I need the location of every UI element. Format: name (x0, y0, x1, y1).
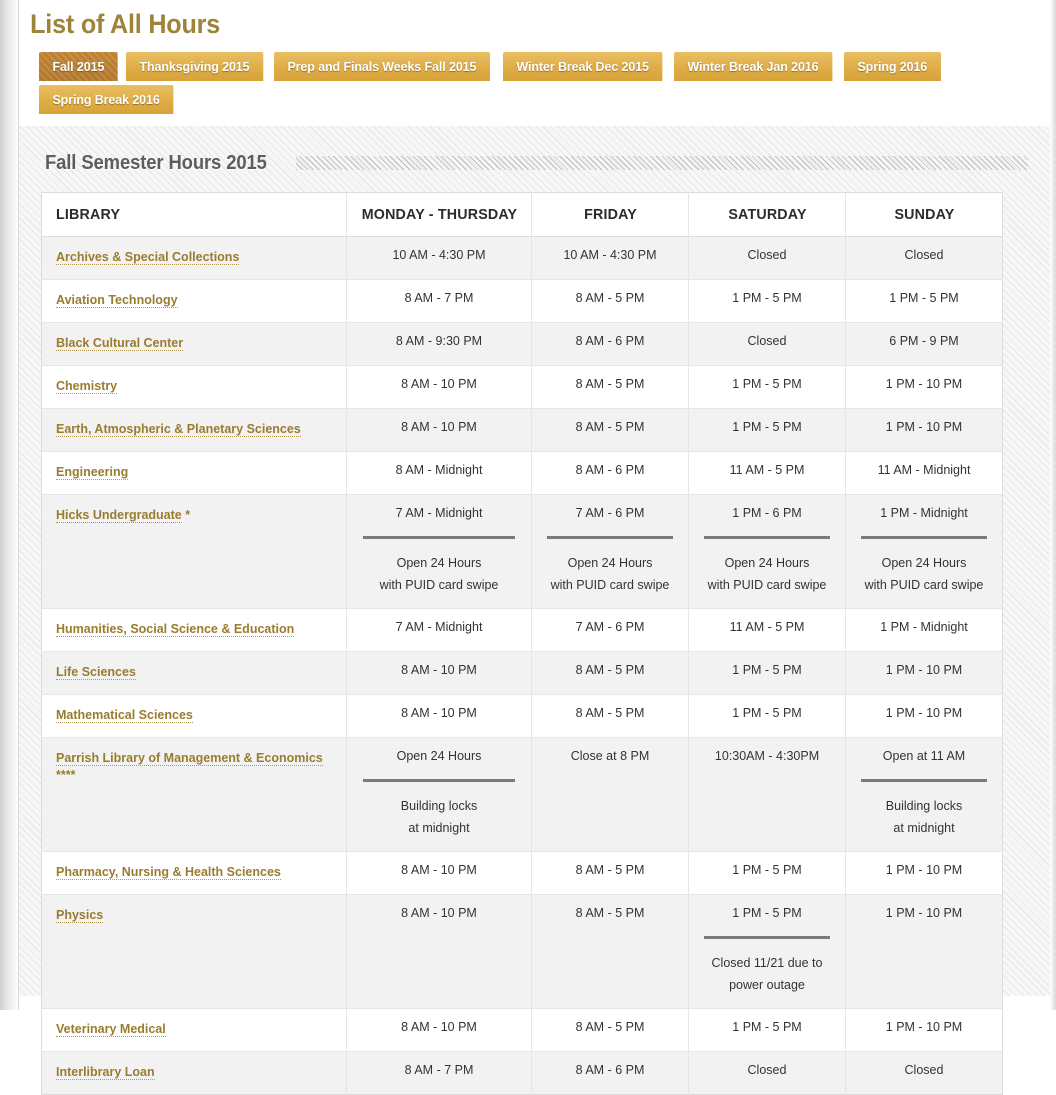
library-link[interactable]: Earth, Atmospheric & Planetary Sciences (56, 422, 301, 436)
hours-value: 7 AM - Midnight (395, 506, 483, 520)
hours-note-separator (861, 779, 988, 782)
hours-cell (347, 366, 532, 409)
hours-cell (846, 852, 1003, 895)
table-header-row (42, 193, 1003, 237)
library-name-cell (42, 323, 347, 366)
tab-strip (19, 40, 1050, 114)
hours-value: 8 AM - 9:30 PM (395, 334, 483, 348)
hours-note-line: with PUID card swipe (707, 578, 827, 592)
library-name-cell (42, 852, 347, 895)
library-link[interactable]: Mathematical Sciences (56, 708, 193, 722)
hours-value: 8 AM - 10 PM (401, 377, 477, 391)
hours-value: Closed (904, 1063, 944, 1077)
hours-value: 10 AM - 4:30 PM (563, 248, 657, 262)
library-name-cell (42, 409, 347, 452)
hours-value: 1 PM - 10 PM (885, 706, 963, 720)
hours-value: 8 AM - 10 PM (401, 706, 477, 720)
hours-value: 1 PM - 5 PM (732, 863, 802, 877)
hours-cell (689, 409, 846, 452)
hours-value: 1 PM - 5 PM (889, 291, 959, 305)
hours-cell (846, 895, 1003, 1009)
hours-note-line: Open 24 Hours (881, 556, 967, 570)
hours-value: 11 AM - 5 PM (729, 463, 805, 477)
hours-cell (347, 652, 532, 695)
tab-spring-2016[interactable]: Spring 2016 (844, 52, 941, 81)
hours-cell (689, 452, 846, 495)
table-body (42, 237, 1003, 1095)
hours-note-separator (547, 536, 674, 539)
hours-value: 1 PM - 10 PM (885, 663, 963, 677)
hours-note-separator (861, 536, 988, 539)
hours-cell (532, 895, 689, 1009)
hours-cell (532, 652, 689, 695)
hours-value: 8 AM - 5 PM (575, 1020, 645, 1034)
section-title: Fall Semester Hours 2015 (45, 151, 267, 174)
hours-cell (532, 409, 689, 452)
library-name-cell (42, 495, 347, 609)
hours-value: 8 AM - 5 PM (575, 863, 645, 877)
hours-value: 8 AM - 7 PM (404, 1063, 474, 1077)
hours-value: Closed (747, 248, 787, 262)
hours-cell (347, 409, 532, 452)
column-header-library (42, 193, 347, 237)
library-link[interactable]: Pharmacy, Nursing & Health Sciences (56, 865, 281, 879)
library-name-cell (42, 366, 347, 409)
hours-value: 1 PM - 5 PM (732, 906, 802, 920)
table-row (42, 366, 1003, 409)
hours-note-line: with PUID card swipe (864, 578, 984, 592)
hours-cell (846, 1009, 1003, 1052)
hours-value: 8 AM - 6 PM (575, 463, 645, 477)
library-name-cell (42, 1009, 347, 1052)
hours-value: 8 AM - 10 PM (401, 906, 477, 920)
hours-cell (846, 1052, 1003, 1095)
page-right-gutter (1050, 0, 1056, 1010)
library-hours-table (41, 192, 1003, 1095)
hours-cell (689, 609, 846, 652)
hours-note-separator (704, 536, 831, 539)
hours-cell (532, 280, 689, 323)
library-link[interactable]: Interlibrary Loan (56, 1065, 155, 1079)
hours-note-line: Open 24 Hours (396, 556, 482, 570)
hours-value: 7 AM - 6 PM (575, 620, 645, 634)
hours-value: 8 AM - 5 PM (575, 906, 645, 920)
hours-cell (689, 237, 846, 280)
hours-note-line: power outage (729, 978, 805, 992)
hours-value: Closed (904, 248, 944, 262)
hours-cell (347, 852, 532, 895)
hours-value: 1 PM - 10 PM (885, 863, 963, 877)
hours-value: 7 AM - Midnight (395, 620, 483, 634)
library-link[interactable]: Veterinary Medical (56, 1022, 166, 1036)
hours-cell (689, 495, 846, 609)
library-footnote-marker: * (185, 508, 191, 522)
hours-value: 11 AM - 5 PM (729, 620, 805, 634)
table-row (42, 852, 1003, 895)
table-row (42, 237, 1003, 280)
hours-cell (689, 738, 846, 852)
table-row (42, 738, 1003, 852)
hours-cell (347, 1052, 532, 1095)
tab-prep-and-finals-weeks-fall-2015[interactable]: Prep and Finals Weeks Fall 2015 (274, 52, 490, 81)
library-link[interactable]: Physics (56, 908, 104, 922)
hours-value: 1 PM - 10 PM (885, 906, 963, 920)
hours-note-line: with PUID card swipe (550, 578, 670, 592)
tab-fall-2015[interactable]: Fall 2015 (39, 52, 118, 81)
hours-note-separator (363, 779, 514, 782)
library-link[interactable]: Engineering (56, 465, 129, 479)
library-link[interactable]: Humanities, Social Science & Education (56, 622, 295, 636)
hours-cell (347, 452, 532, 495)
table-row (42, 652, 1003, 695)
hours-note-line: Open 24 Hours (567, 556, 653, 570)
hours-cell (532, 1052, 689, 1095)
hours-value: 1 PM - 5 PM (732, 706, 802, 720)
hours-cell (347, 738, 532, 852)
hours-value: 7 AM - 6 PM (575, 506, 645, 520)
column-header-friday: FRIDAY (535, 193, 684, 237)
hours-value: 8 AM - 6 PM (575, 1063, 645, 1077)
hours-value: 8 AM - 10 PM (401, 420, 477, 434)
hours-value: 1 PM - 5 PM (732, 420, 802, 434)
hours-cell (347, 695, 532, 738)
hours-cell (846, 280, 1003, 323)
hours-value: 1 PM - 5 PM (732, 663, 802, 677)
hours-cell (689, 852, 846, 895)
hours-cell (532, 452, 689, 495)
column-header-sunday: SUNDAY (849, 193, 998, 237)
hours-cell (532, 695, 689, 738)
hours-cell (347, 237, 532, 280)
hours-note-line: Building locks (885, 799, 963, 813)
table-row (42, 495, 1003, 609)
hours-cell (347, 323, 532, 366)
table-row (42, 695, 1003, 738)
tab-winter-break-jan-2016[interactable]: Winter Break Jan 2016 (674, 52, 832, 81)
library-link[interactable]: Life Sciences (56, 665, 136, 679)
hours-cell (846, 609, 1003, 652)
hours-value: 1 PM - Midnight (880, 506, 968, 520)
hours-cell (846, 495, 1003, 609)
hours-value: 8 AM - Midnight (395, 463, 483, 477)
hours-cell (532, 852, 689, 895)
hours-value: 8 AM - 5 PM (575, 291, 645, 305)
hours-cell (689, 366, 846, 409)
hours-cell (532, 738, 689, 852)
hours-value: 10:30AM - 4:30PM (714, 749, 820, 763)
hours-value: 8 AM - 5 PM (575, 420, 645, 434)
hours-value: 8 AM - 10 PM (401, 863, 477, 877)
library-link[interactable]: Chemistry (56, 379, 118, 393)
hours-cell (347, 495, 532, 609)
hours-value: 8 AM - 5 PM (575, 377, 645, 391)
tab-winter-break-dec-2015[interactable]: Winter Break Dec 2015 (503, 52, 662, 81)
hours-cell (846, 738, 1003, 852)
hours-note-separator (704, 936, 831, 939)
hours-value: 8 AM - 10 PM (401, 663, 477, 677)
hours-value: 1 PM - 10 PM (885, 377, 963, 391)
tab-list (39, 52, 969, 114)
library-link[interactable]: Aviation Technology (56, 293, 178, 307)
hours-cell (689, 652, 846, 695)
library-name-cell (42, 609, 347, 652)
hours-cell (532, 366, 689, 409)
hours-cell (846, 366, 1003, 409)
tab-spring-break-2016[interactable]: Spring Break 2016 (39, 85, 173, 114)
library-name-cell (42, 237, 347, 280)
page-title: List of All Hours (30, 9, 220, 39)
hours-value: 1 PM - Midnight (880, 620, 968, 634)
hours-cell (689, 1052, 846, 1095)
hours-cell (846, 237, 1003, 280)
table-row (42, 895, 1003, 1009)
hours-cell (846, 323, 1003, 366)
hours-value: 1 PM - 10 PM (885, 1020, 963, 1034)
hours-value: 8 AM - 5 PM (575, 663, 645, 677)
hours-note-line: at midnight (893, 821, 955, 835)
section-rule-decoration (296, 156, 1028, 170)
table-row (42, 1009, 1003, 1052)
table-row (42, 452, 1003, 495)
hours-cell (347, 895, 532, 1009)
hours-value: 1 PM - 5 PM (732, 377, 802, 391)
hours-value: Open at 11 AM (882, 749, 966, 763)
library-link[interactable]: Hicks Undergraduate (56, 508, 182, 522)
table-row (42, 323, 1003, 366)
page-content (19, 0, 1050, 1079)
hours-cell (532, 323, 689, 366)
library-name-cell (42, 738, 347, 852)
hours-cell (347, 280, 532, 323)
hours-value: 8 AM - 7 PM (404, 291, 474, 305)
hours-cell (689, 895, 846, 1009)
hours-cell (846, 695, 1003, 738)
page-left-gutter (0, 0, 18, 1010)
hours-note-line: at midnight (408, 821, 470, 835)
hours-cell (689, 1009, 846, 1052)
hours-cell (846, 452, 1003, 495)
hours-cell (347, 1009, 532, 1052)
hours-value: 10 AM - 4:30 PM (392, 248, 486, 262)
table-row (42, 1052, 1003, 1095)
hours-cell (846, 652, 1003, 695)
library-footnote-marker: **** (56, 768, 76, 782)
hours-cell (532, 237, 689, 280)
library-name-cell (42, 695, 347, 738)
hours-cell (689, 323, 846, 366)
table-row (42, 609, 1003, 652)
hours-cell (532, 1009, 689, 1052)
column-header-saturday: SATURDAY (692, 193, 841, 237)
hours-note-line: Closed 11/21 due to (711, 956, 823, 970)
hours-value: 6 PM - 9 PM (889, 334, 959, 348)
hours-cell (689, 280, 846, 323)
hours-note-line: Building locks (400, 799, 478, 813)
hours-note-line: with PUID card swipe (379, 578, 499, 592)
hours-value: 8 AM - 10 PM (401, 1020, 477, 1034)
hours-value: 8 AM - 5 PM (575, 706, 645, 720)
library-link[interactable]: Parrish Library of Management & Economics (56, 751, 323, 765)
hours-value: Closed (747, 1063, 787, 1077)
hours-value: 1 PM - 10 PM (885, 420, 963, 434)
library-name-cell (42, 452, 347, 495)
column-header-monday-thursday: MONDAY - THURSDAY (351, 193, 527, 237)
library-link[interactable]: Black Cultural Center (56, 336, 184, 350)
hours-value: 1 PM - 5 PM (732, 1020, 802, 1034)
library-name-cell (42, 652, 347, 695)
library-name-cell (42, 280, 347, 323)
hours-cell (532, 495, 689, 609)
table-row (42, 280, 1003, 323)
hours-value: Close at 8 PM (570, 749, 650, 763)
column-header-label: LIBRARY (56, 206, 121, 223)
hours-cell (532, 609, 689, 652)
library-name-cell (42, 1052, 347, 1095)
hours-note-separator (363, 536, 514, 539)
tab-thanksgiving-2015[interactable]: Thanksgiving 2015 (126, 52, 263, 81)
hours-value: Closed (747, 334, 787, 348)
hours-cell (689, 695, 846, 738)
hours-note-line: Open 24 Hours (724, 556, 810, 570)
hours-value: 1 PM - 6 PM (732, 506, 802, 520)
section-header (45, 148, 1028, 178)
hours-value: Open 24 Hours (396, 749, 482, 763)
table-row (42, 409, 1003, 452)
hours-value: 1 PM - 5 PM (732, 291, 802, 305)
hours-cell (347, 609, 532, 652)
library-link[interactable]: Archives & Special Collections (56, 250, 240, 264)
hours-cell (846, 409, 1003, 452)
library-name-cell (42, 895, 347, 1009)
hours-value: 11 AM - Midnight (877, 463, 971, 477)
hours-value: 8 AM - 6 PM (575, 334, 645, 348)
hours-panel (19, 126, 1050, 1079)
